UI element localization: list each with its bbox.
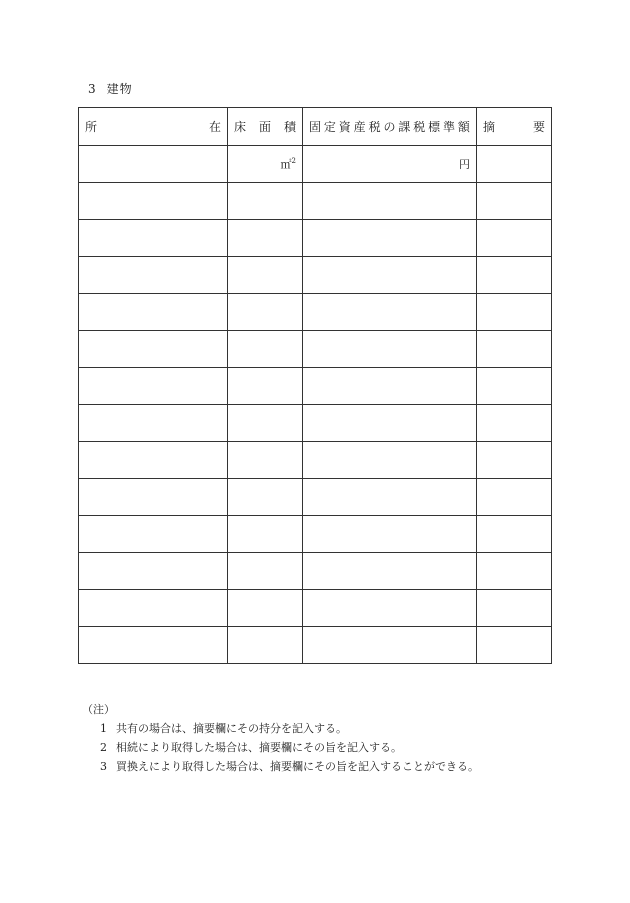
location-cell[interactable]: [79, 294, 228, 331]
header-tax-base: 固 定 資 産 税 の 課 税 標 準 額: [303, 108, 477, 146]
location-cell[interactable]: [79, 146, 228, 183]
tax-base-cell[interactable]: [303, 220, 477, 257]
remarks-cell[interactable]: [477, 405, 552, 442]
floor-area-cell[interactable]: [228, 146, 303, 183]
table-row: [79, 294, 552, 331]
location-cell[interactable]: [79, 590, 228, 627]
tax-base-cell[interactable]: [303, 257, 477, 294]
table-row: [79, 183, 552, 220]
table-row: [79, 331, 552, 368]
section-title: [88, 80, 133, 97]
note-number: 2: [100, 741, 107, 754]
tax-base-cell[interactable]: [303, 553, 477, 590]
floor-area-cell[interactable]: [228, 405, 303, 442]
header-floor-area: 床 面 積: [228, 108, 303, 146]
table-row: [79, 368, 552, 405]
notes-heading: （注）: [82, 703, 115, 716]
remarks-cell[interactable]: [477, 368, 552, 405]
location-cell[interactable]: [79, 331, 228, 368]
table-row: [79, 405, 552, 442]
header-remarks: 摘 要: [477, 108, 552, 146]
floor-area-cell[interactable]: [228, 516, 303, 553]
floor-area-cell[interactable]: [228, 331, 303, 368]
floor-area-cell[interactable]: [228, 479, 303, 516]
note-item: [82, 757, 479, 776]
remarks-cell[interactable]: [477, 146, 552, 183]
tax-base-cell[interactable]: [303, 590, 477, 627]
location-cell[interactable]: [79, 257, 228, 294]
floor-area-cell[interactable]: [228, 553, 303, 590]
location-cell[interactable]: [79, 553, 228, 590]
note-number: 1: [100, 722, 107, 735]
note-text: 買換えにより取得した場合は、摘要欄にその旨を記入することができる。: [116, 760, 479, 773]
location-cell[interactable]: [79, 516, 228, 553]
location-cell[interactable]: [79, 442, 228, 479]
area-unit: ㎡$^2$: [280, 157, 296, 171]
note-number: 3: [100, 760, 107, 773]
table-row: [79, 553, 552, 590]
remarks-cell[interactable]: [477, 257, 552, 294]
location-cell[interactable]: [79, 368, 228, 405]
table-row: [79, 590, 552, 627]
tax-base-cell[interactable]: [303, 627, 477, 664]
note-item: [82, 719, 479, 738]
tax-base-cell[interactable]: [303, 516, 477, 553]
table-row: [79, 442, 552, 479]
tax-base-cell[interactable]: [303, 479, 477, 516]
notes-section: [82, 700, 479, 776]
table-row: [79, 146, 552, 183]
location-cell[interactable]: [79, 405, 228, 442]
tax-base-cell[interactable]: [303, 331, 477, 368]
remarks-cell[interactable]: [477, 331, 552, 368]
note-text: 共有の場合は、摘要欄にその持分を記入する。: [116, 722, 347, 735]
floor-area-cell[interactable]: [228, 220, 303, 257]
floor-area-cell[interactable]: [228, 294, 303, 331]
section-number: 3: [88, 82, 97, 96]
table-row: [79, 257, 552, 294]
floor-area-cell[interactable]: [228, 627, 303, 664]
tax-base-cell[interactable]: [303, 368, 477, 405]
tax-base-cell[interactable]: [303, 183, 477, 220]
remarks-cell[interactable]: [477, 479, 552, 516]
section-heading: 建物: [106, 82, 133, 96]
remarks-cell[interactable]: [477, 590, 552, 627]
tax-base-cell[interactable]: [303, 146, 477, 183]
remarks-cell[interactable]: [477, 220, 552, 257]
note-item: [82, 738, 479, 757]
floor-area-cell[interactable]: [228, 368, 303, 405]
floor-area-cell[interactable]: [228, 442, 303, 479]
location-cell[interactable]: [79, 183, 228, 220]
building-table: [78, 107, 552, 664]
floor-area-cell[interactable]: [228, 183, 303, 220]
remarks-cell[interactable]: [477, 442, 552, 479]
tax-base-cell[interactable]: [303, 405, 477, 442]
remarks-cell[interactable]: [477, 294, 552, 331]
remarks-cell[interactable]: [477, 183, 552, 220]
tax-base-cell[interactable]: [303, 442, 477, 479]
floor-area-cell[interactable]: [228, 590, 303, 627]
table-row: [79, 516, 552, 553]
note-text: 相続により取得した場合は、摘要欄にその旨を記入する。: [116, 741, 402, 754]
table-row: [79, 627, 552, 664]
location-cell[interactable]: [79, 220, 228, 257]
remarks-cell[interactable]: [477, 553, 552, 590]
table-row: [79, 479, 552, 516]
floor-area-cell[interactable]: [228, 257, 303, 294]
header-location: 所 在: [79, 108, 228, 146]
remarks-cell[interactable]: [477, 516, 552, 553]
header-row: [79, 108, 552, 146]
tax-base-cell[interactable]: [303, 294, 477, 331]
remarks-cell[interactable]: [477, 627, 552, 664]
yen-unit: 円: [459, 158, 470, 171]
table-row: [79, 220, 552, 257]
location-cell[interactable]: [79, 479, 228, 516]
location-cell[interactable]: [79, 627, 228, 664]
